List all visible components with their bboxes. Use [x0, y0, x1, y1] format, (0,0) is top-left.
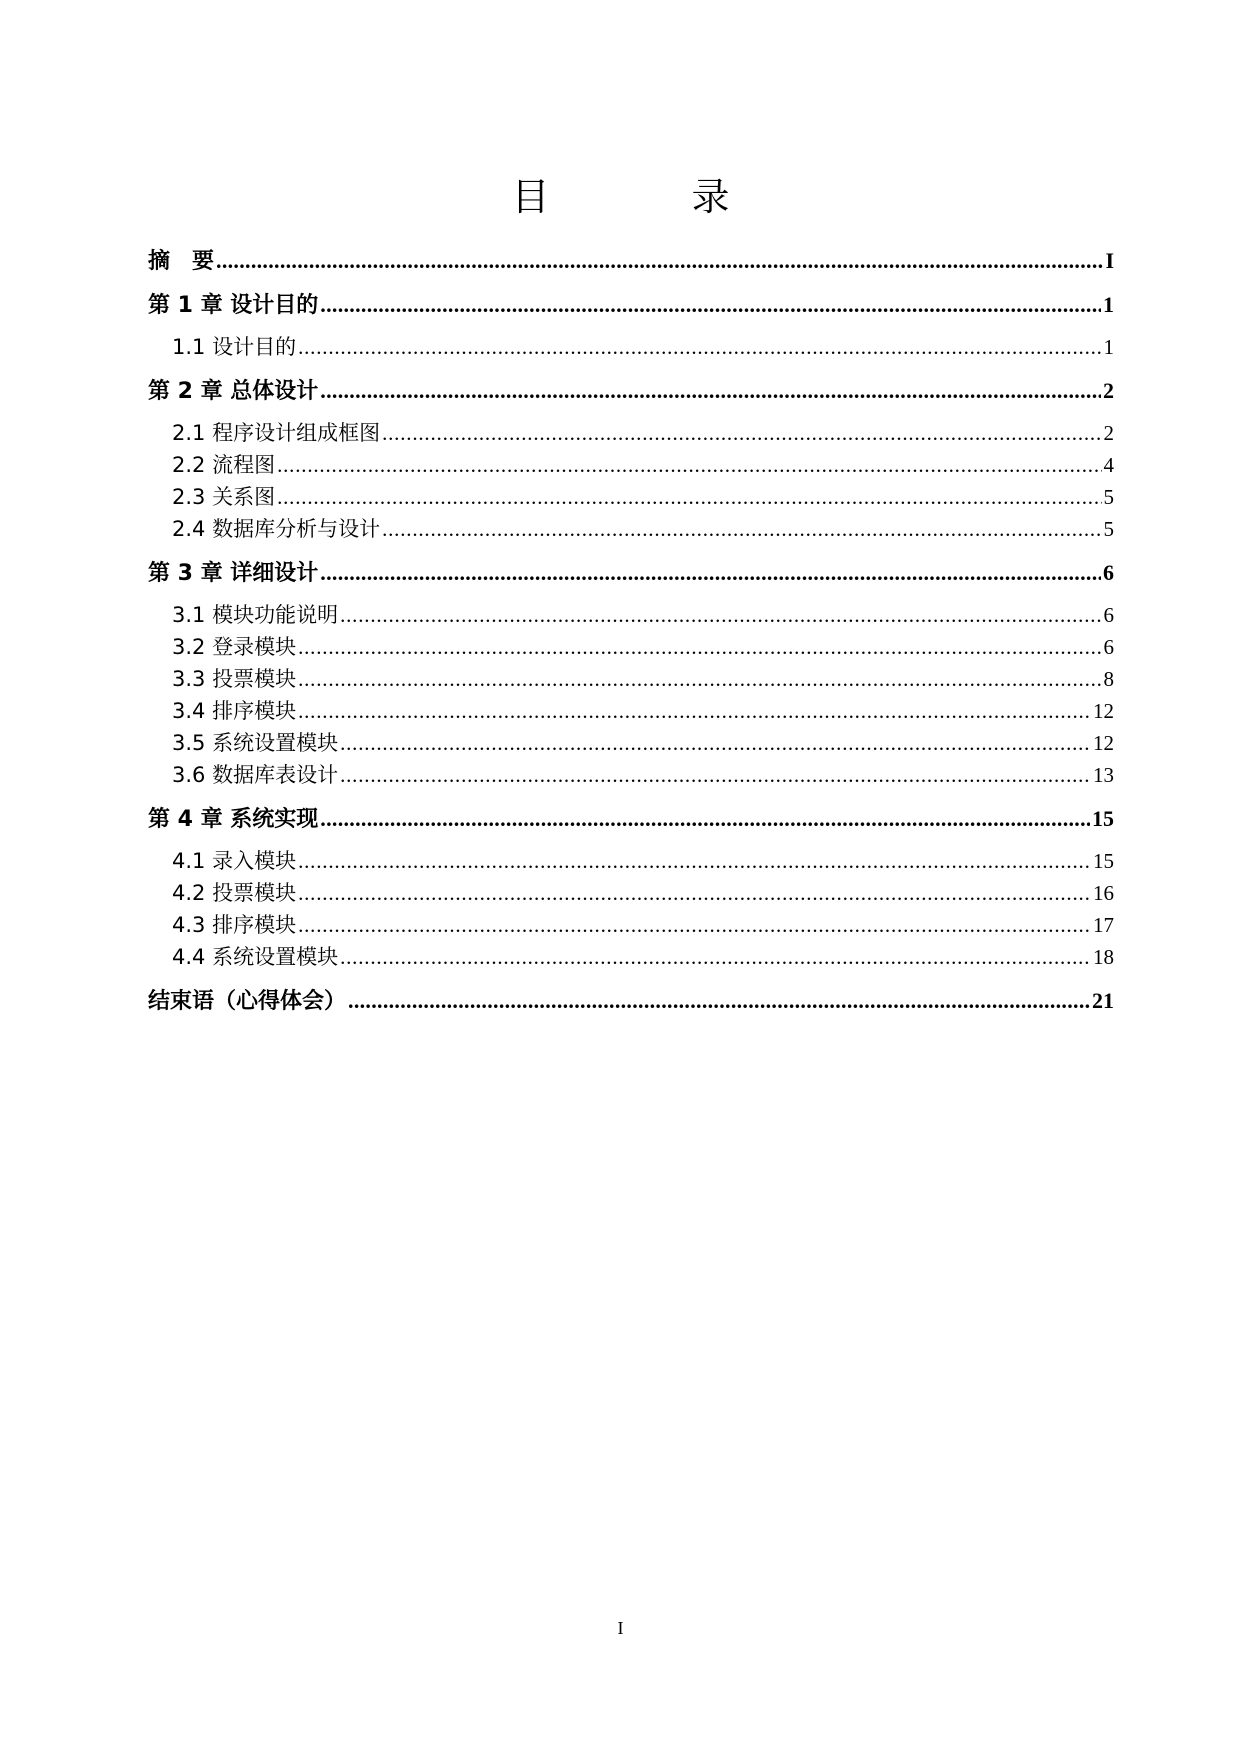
toc-entry-section-3-6[interactable]	[148, 759, 1114, 803]
toc-entry-page: 4	[1103, 453, 1114, 477]
toc-entry-label: 3.6 数据库表设计	[172, 763, 339, 787]
toc-entry-chapter-2[interactable]	[148, 375, 1114, 419]
toc-entry-page: 21	[1092, 988, 1114, 1013]
toc-entry-label: 3.4 排序模块	[172, 699, 297, 723]
toc-entry-page: 15	[1092, 806, 1114, 831]
toc-entry-label: 摘 要	[148, 249, 215, 274]
toc-entry-section-4-4[interactable]	[148, 941, 1114, 985]
toc-entry-abstract[interactable]	[148, 245, 1114, 289]
toc-entry-page: 6	[1103, 635, 1114, 659]
toc-leader-dots	[298, 695, 1091, 727]
toc-entry-label: 4.2 投票模块	[172, 881, 297, 905]
toc-entry-label: 4.4 系统设置模块	[172, 945, 339, 969]
toc-leader-dots	[216, 245, 1103, 277]
toc-leader-dots	[277, 449, 1101, 481]
toc-entry-label: 2.2 流程图	[172, 453, 276, 477]
toc-entry-page: 18	[1093, 945, 1114, 969]
toc-entry-section-4-2[interactable]	[148, 877, 1114, 909]
toc-entry-label: 结束语（心得体会）	[148, 989, 347, 1014]
page-title: 目 录	[511, 175, 782, 219]
toc-leader-dots	[298, 877, 1091, 909]
toc-entry-label: 4.1 录入模块	[172, 849, 297, 873]
toc-entry-section-2-2[interactable]	[148, 449, 1114, 481]
toc-entry-section-3-2[interactable]	[148, 631, 1114, 663]
toc-entry-page: 2	[1103, 421, 1114, 445]
toc-entry-section-3-3[interactable]	[148, 663, 1114, 695]
toc-entry-section-2-4[interactable]	[148, 513, 1114, 557]
toc-entry-label: 2.3 关系图	[172, 485, 276, 509]
toc-entry-section-2-3[interactable]	[148, 481, 1114, 513]
toc-entry-page: I	[1105, 248, 1114, 273]
toc-entry-label: 3.1 模块功能说明	[172, 603, 339, 627]
toc-leader-dots	[298, 909, 1091, 941]
toc-entry-label: 2.4 数据库分析与设计	[172, 517, 381, 541]
toc-entry-section-2-1[interactable]	[148, 417, 1114, 449]
toc-entry-section-4-3[interactable]	[148, 909, 1114, 941]
toc-entry-chapter-4[interactable]	[148, 803, 1114, 847]
footer-page-number: I	[617, 1618, 624, 1638]
toc-entry-page: 15	[1093, 849, 1114, 873]
toc-entry-section-3-4[interactable]	[148, 695, 1114, 727]
toc-entry-page: 8	[1103, 667, 1114, 691]
toc-leader-dots	[340, 599, 1101, 631]
toc-entry-section-3-1[interactable]	[148, 599, 1114, 631]
toc-entry-chapter-3[interactable]	[148, 557, 1114, 601]
toc-entry-page: 6	[1103, 560, 1114, 585]
toc-entry-page: 16	[1093, 881, 1114, 905]
toc-leader-dots	[340, 941, 1091, 973]
toc-leader-dots	[382, 513, 1101, 545]
toc-entry-label: 3.3 投票模块	[172, 667, 297, 691]
toc-leader-dots	[277, 481, 1101, 513]
toc-entry-page: 17	[1093, 913, 1114, 937]
table-of-contents	[148, 245, 1114, 1029]
toc-entry-label: 第 1 章 设计目的	[148, 293, 319, 318]
toc-entry-page: 5	[1103, 485, 1114, 509]
toc-leader-dots	[340, 727, 1091, 759]
toc-entry-label: 第 4 章 系统实现	[148, 807, 319, 832]
toc-entry-label: 第 3 章 详细设计	[148, 561, 319, 586]
toc-entry-section-4-1[interactable]	[148, 845, 1114, 877]
toc-entry-label: 第 2 章 总体设计	[148, 379, 319, 404]
toc-leader-dots	[348, 985, 1090, 1017]
toc-leader-dots	[320, 375, 1101, 407]
toc-leader-dots	[320, 557, 1101, 589]
toc-leader-dots	[340, 759, 1091, 791]
toc-entry-page: 6	[1103, 603, 1114, 627]
toc-leader-dots	[298, 631, 1101, 663]
toc-entry-chapter-1[interactable]	[148, 289, 1114, 333]
toc-entry-page: 12	[1093, 731, 1114, 755]
toc-entry-label: 2.1 程序设计组成框图	[172, 421, 381, 445]
toc-entry-label: 4.3 排序模块	[172, 913, 297, 937]
toc-leader-dots	[382, 417, 1101, 449]
toc-entry-page: 12	[1093, 699, 1114, 723]
toc-leader-dots	[320, 289, 1101, 321]
toc-entry-label: 1.1 设计目的	[172, 335, 297, 359]
toc-entry-page: 13	[1093, 763, 1114, 787]
toc-leader-dots	[298, 331, 1101, 363]
toc-leader-dots	[320, 803, 1090, 835]
toc-entry-section-3-5[interactable]	[148, 727, 1114, 759]
toc-leader-dots	[298, 663, 1101, 695]
toc-entry-section-1-1[interactable]	[148, 331, 1114, 375]
toc-entry-page: 1	[1103, 335, 1114, 359]
toc-entry-page: 5	[1103, 517, 1114, 541]
toc-entry-page: 1	[1103, 292, 1114, 317]
toc-entry-conclusion[interactable]	[148, 985, 1114, 1029]
toc-entry-page: 2	[1103, 378, 1114, 403]
toc-leader-dots	[298, 845, 1091, 877]
toc-entry-label: 3.5 系统设置模块	[172, 731, 339, 755]
toc-entry-label: 3.2 登录模块	[172, 635, 297, 659]
